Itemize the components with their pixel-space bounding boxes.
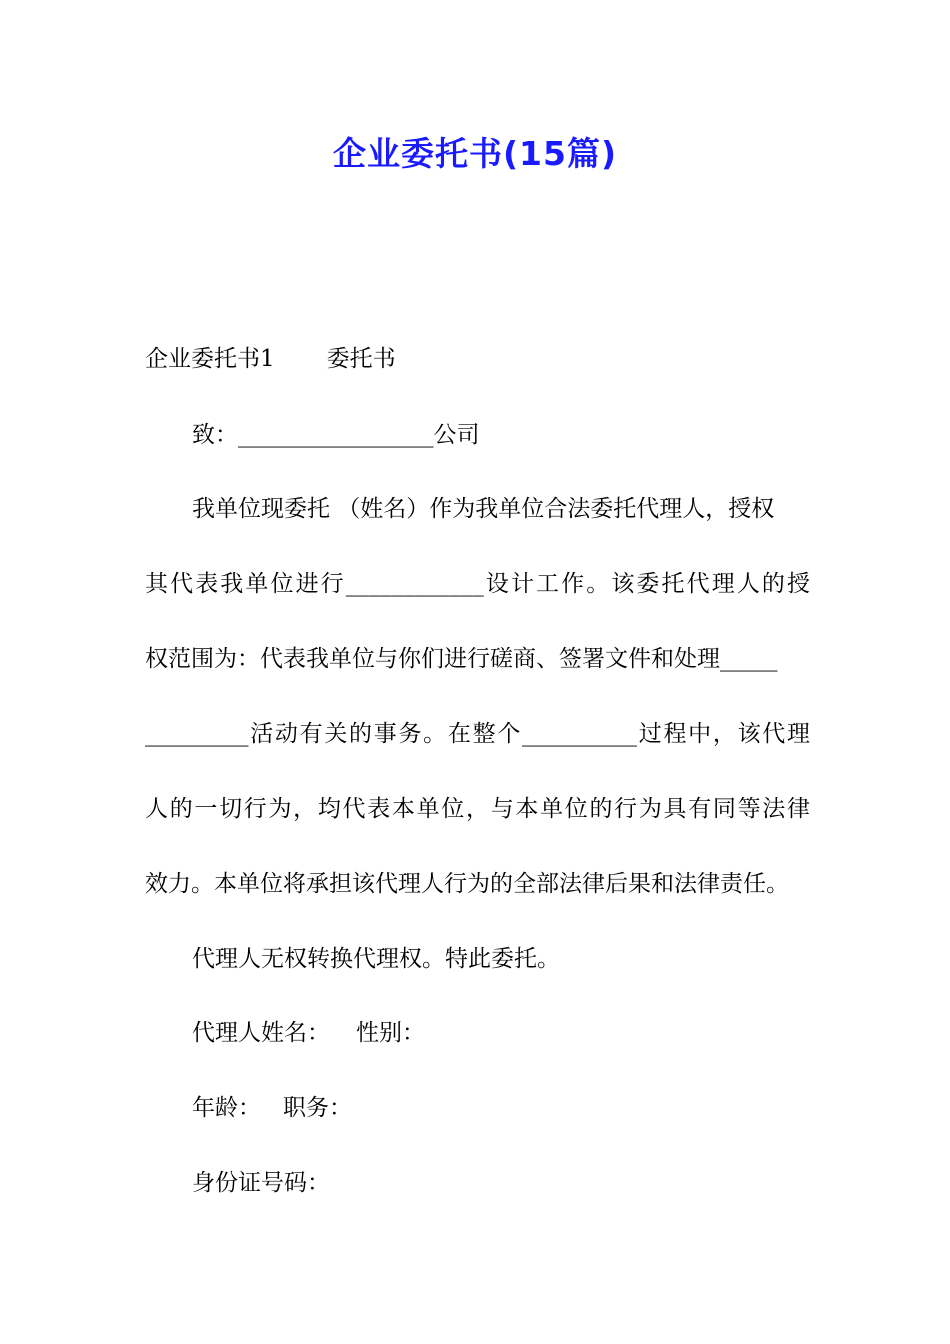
paragraph1-line2-blank: ____________ bbox=[345, 571, 484, 597]
paragraph1-line5: 人的一切行为，均代表本单位，与本单位的行为具有同等法律 bbox=[145, 796, 810, 822]
paragraph1-line3-text: 权范围为：代表我单位与你们进行磋商、签署文件和处理 bbox=[145, 646, 720, 672]
recipient-label: 致： bbox=[192, 422, 238, 448]
section-heading-number: 企业委托书1 bbox=[145, 346, 275, 372]
paragraph1-line2 bbox=[145, 569, 810, 599]
agent-name-row bbox=[192, 1018, 857, 1048]
paragraph1-line4-blank2: __________ bbox=[522, 721, 638, 747]
paragraph2: 代理人无权转换代理权。特此委托。 bbox=[192, 946, 560, 972]
paragraph1-line3 bbox=[145, 644, 810, 674]
gender-label: 性别： bbox=[356, 1020, 425, 1046]
paragraph1-line3-blank: _____ bbox=[720, 646, 778, 672]
recipient-blank: _________________ bbox=[238, 422, 434, 448]
id-number-label: 身份证号码： bbox=[192, 1170, 330, 1196]
paragraph1-line2-text-a: 其代表我单位进行 bbox=[145, 571, 346, 597]
paragraph1-line4-text-a: 活动有关的事务。在整个 bbox=[248, 721, 523, 747]
agent-name-label: 代理人姓名： bbox=[192, 1020, 330, 1046]
age-label: 年龄： bbox=[192, 1095, 261, 1121]
id-number-row bbox=[192, 1168, 857, 1198]
paragraph1-line4-text-b: 过程中，该代理 bbox=[637, 721, 811, 747]
paragraph1-line4-blank1: _________ bbox=[145, 721, 249, 747]
recipient-company: 公司 bbox=[433, 422, 480, 448]
section-heading-subtitle: 委托书 bbox=[326, 346, 396, 372]
paragraph1-line1: 我单位现委托 （姓名）作为我单位合法委托代理人，授权 bbox=[192, 496, 775, 522]
paragraph1-line6: 效力。本单位将承担该代理人行为的全部法律后果和法律责任。 bbox=[145, 871, 789, 897]
age-row bbox=[192, 1093, 857, 1123]
paragraph1-line2-text-b: 设计工作。该委托代理人的授 bbox=[483, 571, 811, 597]
section-heading bbox=[145, 344, 810, 374]
position-label: 职务： bbox=[283, 1095, 352, 1121]
paragraph1-line4 bbox=[145, 719, 810, 749]
recipient-line bbox=[192, 420, 857, 450]
document-title: 企业委托书(15篇) bbox=[332, 134, 618, 173]
